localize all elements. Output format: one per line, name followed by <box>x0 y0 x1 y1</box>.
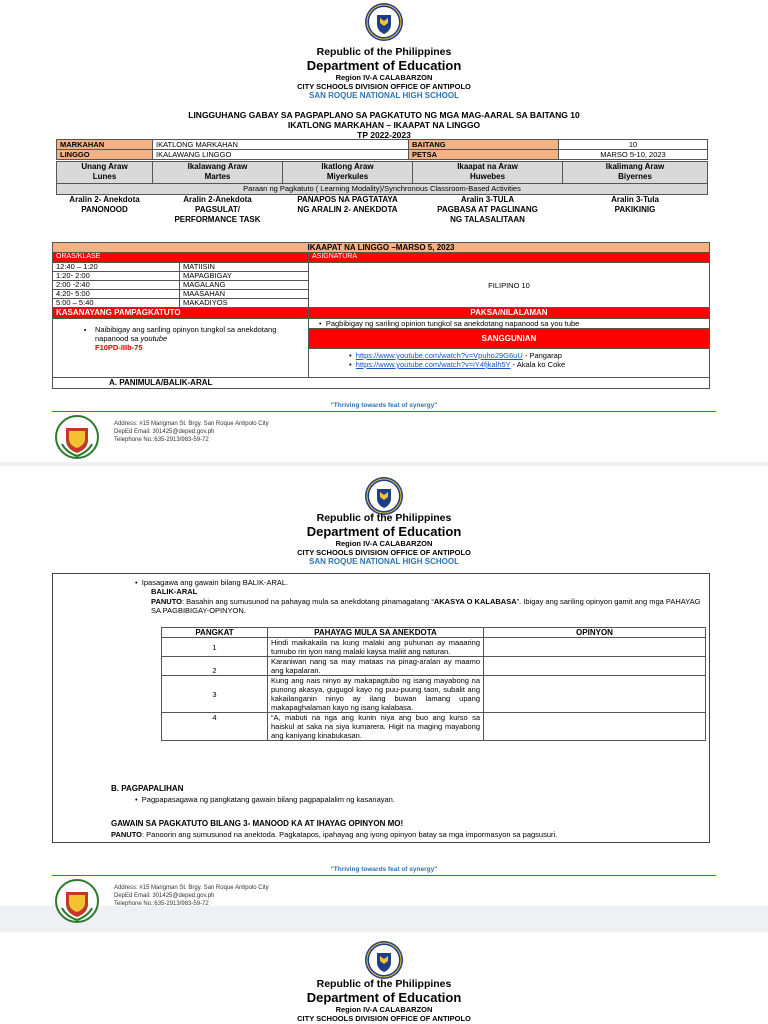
kasanayan-item <box>95 325 304 343</box>
day-1: Unang Araw Lunes <box>57 162 153 184</box>
modality-row: Paraan ng Pagkatuto ( Learning Modality)/Synchronous Classroom-Based Activities <box>57 184 708 195</box>
gawain-title: GAWAIN SA PAGKATUTO BILANG 3- MANOOD KA AT IHAYAG OPINYON MO! <box>111 819 404 828</box>
motto-text: "Thriving towards feat of synergy" <box>330 402 438 409</box>
footer-address <box>114 420 269 444</box>
col-opinyon: OPINYON <box>484 628 706 638</box>
schedule-section: MAKADIYOS <box>180 299 309 308</box>
kasanayan-label: KASANAYANG PAMPAGKATUTO <box>53 308 309 319</box>
bullet-icon: • <box>319 319 322 328</box>
paksa-cell <box>309 319 710 329</box>
footer-address <box>114 884 269 908</box>
panuto-label: PANUTO <box>151 597 182 606</box>
row-statement: “A, mabuti na nga ang kunin niya ang buo ang kurso sa haiskul at saka na siya kumarera. Higit na maging mayabong ang kaniyang kinabukasan. <box>268 713 484 741</box>
division-text: CITY SCHOOLS DIVISION OFFICE OF ANTIPOLO <box>297 548 471 557</box>
week-title: IKAAPAT NA LINGGO –MARSO 5, 2023 <box>53 243 710 253</box>
asignatura-label: ASIGNATURA <box>309 253 710 263</box>
subject-cell: FILIPINO 10 <box>309 263 710 308</box>
republic-text: Republic of the Philippines <box>316 978 452 990</box>
baitang-label: BAITANG <box>409 140 559 150</box>
letterhead <box>0 512 768 567</box>
sanggunian-cell <box>309 349 710 378</box>
region-text: Region IV-A CALABARZON <box>335 539 433 548</box>
kasanayan-italic: youtube <box>140 334 168 343</box>
plan-titles <box>0 110 768 140</box>
day-4: Ikaapat na Araw Huwebes <box>413 162 563 184</box>
email-text: DepEd Email: 301425@deped.gov.ph <box>114 429 215 435</box>
footer-divider <box>52 875 716 876</box>
panuto-story-title: AKASYA O KALABASA <box>433 597 517 606</box>
schedule-section: MAGALANG <box>180 281 309 290</box>
department-text: Department of Education <box>306 990 462 1005</box>
deped-seal-icon <box>364 476 404 516</box>
row-number: 2 <box>162 657 268 676</box>
page-footer <box>0 400 768 460</box>
kasanayan-cell <box>53 319 309 378</box>
schedule-time: 1:20- 2:00 <box>53 272 180 281</box>
footer-divider <box>52 411 716 412</box>
row-opinion-field[interactable] <box>484 657 706 676</box>
paksa-label: PAKSA/NILALAMAN <box>309 308 710 319</box>
sanggunian-label: SANGGUNIAN <box>309 329 710 349</box>
schedule-time: 5:00 – 5:40 <box>53 299 180 308</box>
page-3 <box>0 932 768 1024</box>
school-name: SAN ROQUE NATIONAL HIGH SCHOOL <box>309 91 459 100</box>
markahan-label: MARKAHAN <box>57 140 153 150</box>
phone-text: Telephone No.:635-2913/983-59-72 <box>114 901 209 907</box>
department-text: Department of Education <box>306 524 462 539</box>
balik-aral-heading: BALIK-ARAL <box>151 587 198 596</box>
deped-seal-icon <box>364 2 404 42</box>
row-opinion-field[interactable] <box>484 638 706 657</box>
paksa-text: Pagbibigay ng sariling opinion tungkol sa anekdotang napanood sa you tube <box>325 319 580 328</box>
letterhead <box>0 978 768 1023</box>
linggo-label: LINGGO <box>57 150 153 160</box>
reference-title-2: - Akala ko Coke <box>510 360 566 369</box>
baitang-value: 10 <box>559 140 708 150</box>
pagpapalihan-heading: B. PAGPAPALIHAN <box>111 784 184 793</box>
region-text: Region IV-A CALABARZON <box>335 1005 433 1014</box>
pahayag-table <box>161 627 706 741</box>
activity-box <box>52 573 710 843</box>
email-text: DepEd Email: 301425@deped.gov.ph <box>114 893 215 899</box>
reference-link-2[interactable]: https://www.youtube.com/watch?v=iY4fjkalh5Y <box>355 360 511 369</box>
phone-text: Telephone No.:635-2913/983-59-72 <box>114 437 209 443</box>
row-number: 4 <box>162 713 268 741</box>
gawain-panuto-label: PANUTO <box>111 830 142 839</box>
gawain-panuto-text: : Panoorin ang sumusunod na anektoda. Pagkatapos, ipahayag ang iyong opinyon batay sa mga impormasyon sa pagsusuri. <box>141 830 558 839</box>
department-text: Department of Education <box>306 58 462 73</box>
page-2 <box>0 466 768 906</box>
school-name: SAN ROQUE NATIONAL HIGH SCHOOL <box>309 557 459 566</box>
kasanayan-text: Naibibigay ang sariling opinyon tungkol sa anekdotang napanood sa <box>95 325 277 343</box>
panuto-text-2: ”. Ibigay ang sariling opinyon gamit ang mga PAHAYAG SA PAGBIBIGAY-OPINYON. <box>151 597 701 615</box>
page-1 <box>0 0 768 462</box>
panimula-heading: A. PANIMULA/BALIK-ARAL <box>53 378 710 389</box>
pagpapalihan-text: Pagpapasagawa ng pangkatang gawain bilang pagpapalalim ng kasanayan. <box>141 795 395 804</box>
petsa-value: MARSO 5-10, 2023 <box>559 150 708 160</box>
division-text: CITY SCHOOLS DIVISION OFFICE OF ANTIPOLO <box>297 82 471 91</box>
balik-aral-bullet: • Ipasagawa ang gawain bilang BALIK-ARAL. <box>135 578 289 587</box>
row-statement: Karaniwan nang sa may mataas na pinag-aralan ay maamo ang kapalaran. <box>268 657 484 676</box>
schedule-time: 2:00 -2:40 <box>53 281 180 290</box>
division-text: CITY SCHOOLS DIVISION OFFICE OF ANTIPOLO <box>297 1014 471 1023</box>
school-logo-icon <box>54 414 100 460</box>
schedule-time: 12:40 – 1:20 <box>53 263 180 272</box>
schedule-section: MAPAGBIGAY <box>180 272 309 281</box>
title-line-3: TP 2022-2023 <box>357 130 411 140</box>
reference-title-1: - Pangarap <box>524 351 562 360</box>
col-pahayag: PAHAYAG MULA SA ANEKDOTA <box>268 628 484 638</box>
oras-label: ORAS/KLASE <box>53 253 309 263</box>
reference-link-1[interactable]: https://www.youtube.com/watch?v=Vpuho29G6uU <box>355 351 523 360</box>
republic-text: Republic of the Philippines <box>316 46 452 58</box>
panuto-text-1: : Basahin ang sumusunod na pahayag mula sa anekdotang pinamagatang “ <box>181 597 434 606</box>
schedule-time: 4:20- 5:00 <box>53 290 180 299</box>
week-table <box>52 242 710 389</box>
page-footer <box>0 864 768 924</box>
lesson-1: Aralin 2- Anekdota PANONOOD <box>69 195 140 214</box>
kasanayan-list <box>57 325 304 343</box>
address-text: Address: #15 Marigman St. Brgy. San Roque Antipolo City <box>114 885 269 891</box>
lesson-2: Aralin 2-Anekdota PAGSULAT/ PERFORMANCE TASK <box>174 195 261 224</box>
title-line-1: LINGGUHANG GABAY SA PAGPAPLANO SA PAGKATUTO NG MGA MAG-AARAL SA BAITANG 10 <box>188 110 580 120</box>
title-line-2: IKATLONG MARKAHAN – IKAAPAT NA LINGGO <box>287 120 481 130</box>
bullet1-text: Ipasagawa ang gawain bilang BALIK-ARAL. <box>141 578 289 587</box>
petsa-label: PETSA <box>409 150 559 160</box>
lesson-5: Aralin 3-Tula PAKIKINIG <box>611 195 659 214</box>
days-table <box>56 161 708 229</box>
letterhead <box>0 46 768 101</box>
row-number: 1 <box>162 638 268 657</box>
lesson-3: PANAPOS NA PAGTATAYA NG ARALIN 2- ANEKDOTA <box>297 195 398 214</box>
day-2: Ikalawang Araw Martes <box>153 162 283 184</box>
row-opinion-field[interactable] <box>484 676 706 713</box>
region-text: Region IV-A CALABARZON <box>335 73 433 82</box>
deped-seal-icon <box>364 940 404 980</box>
row-opinion-field[interactable] <box>484 713 706 741</box>
republic-text: Republic of the Philippines <box>316 512 452 524</box>
competency-code: F10PD-IIIb-75 <box>95 343 143 352</box>
address-text: Address: #15 Marigman St. Brgy. San Roque Antipolo City <box>114 421 269 427</box>
school-logo-icon <box>54 878 100 924</box>
schedule-section: MAASAHAN <box>180 290 309 299</box>
day-3: Ikatlong Araw Miyerkules <box>283 162 413 184</box>
row-statement: Kung ang nais ninyo ay makapagtubo ng isang mayabong na punong akasya, gugugol kayo ng puu-puung taon, subalit ang kakailanganin ninyo ay ilang buwan lamang upang makapaghalaman kayo ng isang kalabasa. <box>268 676 484 713</box>
row-statement: Hindi maikakaila na kung malaki ang puhunan ay maaaring tumubo rin iyon nang malaki kaysa maliit ang naturan. <box>268 638 484 657</box>
reference-item: • https://www.youtube.com/watch?v=Vpuho29G6uU - Pangarap <box>349 351 562 360</box>
pagpapalihan-bullet: • Pagpapasagawa ng pangkatang gawain bilang pagpapalalim ng kasanayan. <box>135 795 395 804</box>
motto-text: "Thriving towards feat of synergy" <box>330 866 438 873</box>
schedule-section: MATIISIN <box>180 263 309 272</box>
col-pangkat: PANGKAT <box>162 628 268 638</box>
reference-item: • https://www.youtube.com/watch?v=iY4fjkalh5Y - Akala ko Coke <box>349 360 566 369</box>
row-number: 3 <box>162 676 268 713</box>
markahan-value: IKATLONG MARKAHAN <box>153 140 409 150</box>
info-table <box>56 139 708 160</box>
lesson-4: Aralin 3-TULA PAGBASA AT PAGLINANG NG TALASALITAAN <box>437 195 538 224</box>
day-5: Ikalimang Araw Biyernes <box>563 162 708 184</box>
gawain-panuto <box>111 830 707 839</box>
linggo-value: IKALAWANG LINGGO <box>153 150 409 160</box>
panuto-paragraph <box>151 597 707 615</box>
